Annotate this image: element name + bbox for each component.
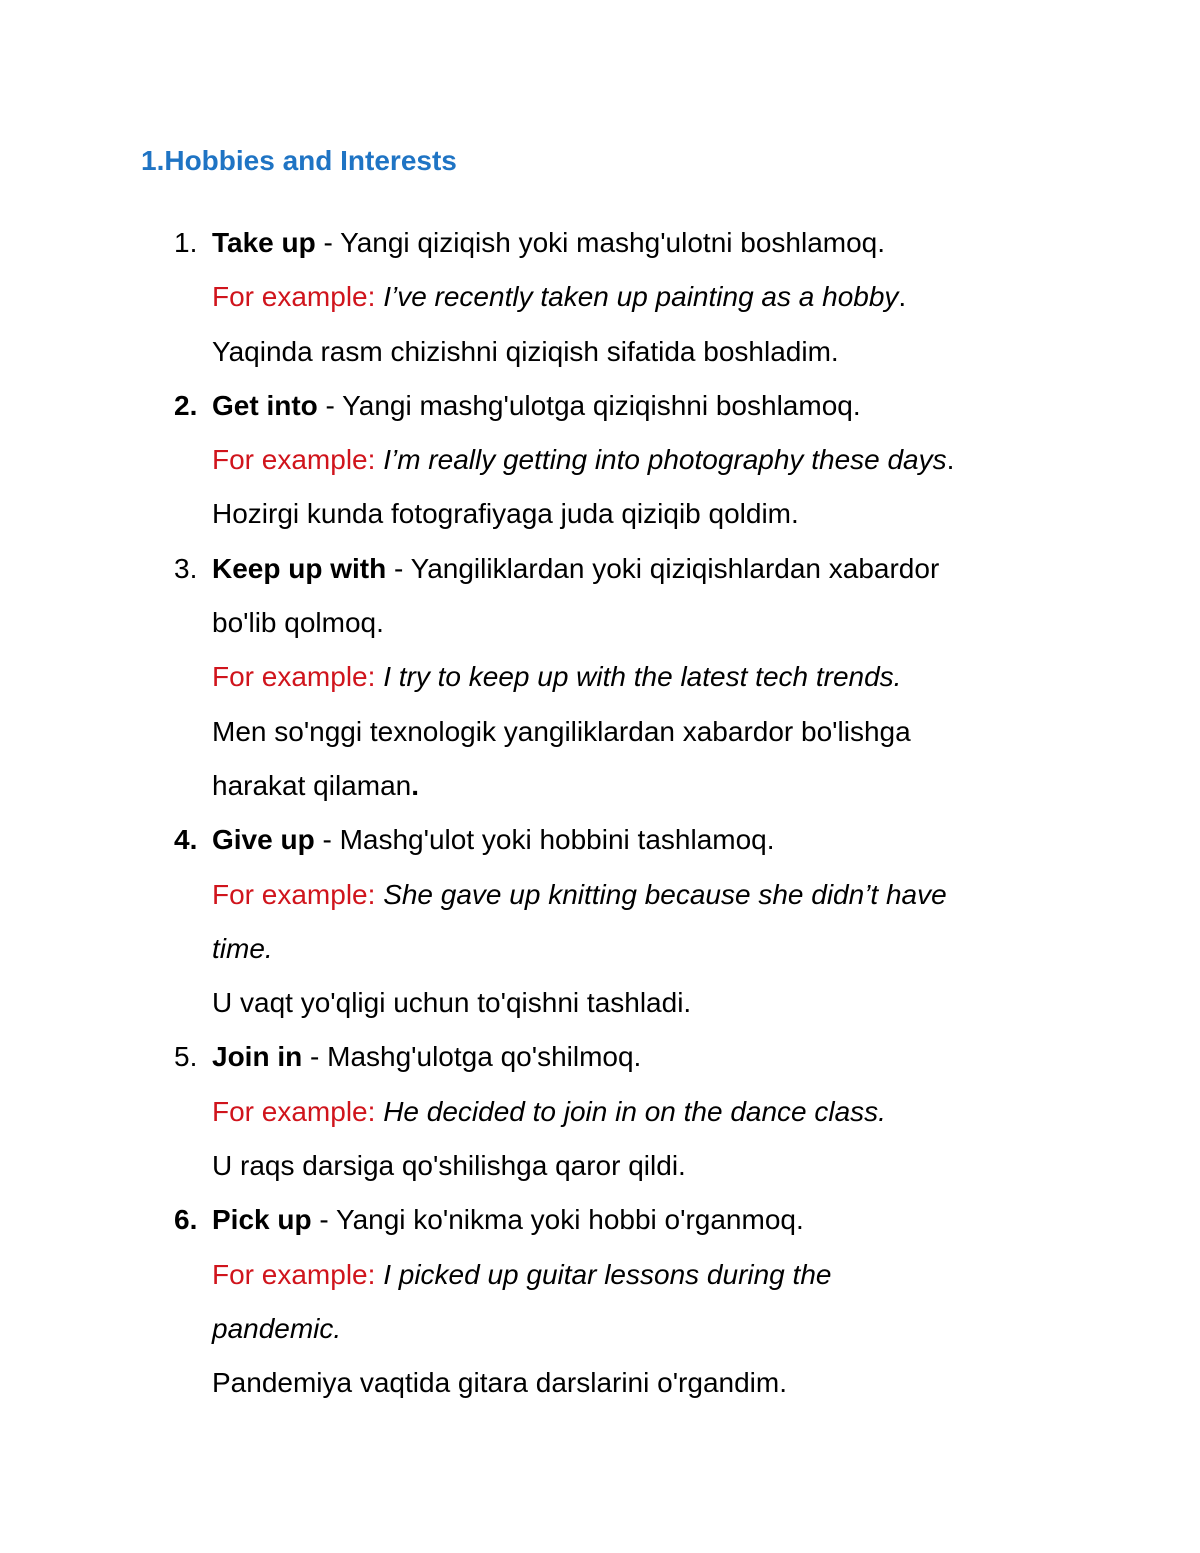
list-item — [0, 817, 1200, 871]
example-sentence: She gave up knitting because she didn’t have — [383, 878, 947, 910]
example-tail: . — [898, 281, 907, 313]
definition: bo'lib qolmoq. — [212, 607, 384, 639]
example-label: For example: — [212, 661, 376, 693]
phrasal-verb-list — [0, 220, 1200, 1415]
example-sentence: I’m really getting into photography these days — [383, 444, 947, 476]
list-item — [0, 1034, 1200, 1088]
example-line — [0, 437, 1200, 491]
term: Give up — [212, 824, 315, 856]
definition: - Yangi qiziqish yoki mashg'ulotni boshlamoq. — [315, 227, 886, 258]
item-number: 3. — [174, 552, 198, 584]
example-sentence: I try to keep up with the latest tech trends. — [383, 661, 902, 693]
term: Get into — [212, 389, 318, 421]
term: Keep up with — [212, 552, 387, 584]
translation-continuation — [0, 763, 1200, 817]
example-label: For example: — [212, 1095, 376, 1127]
translation: Hozirgi kunda fotografiyaga juda qiziqib qoldim. — [212, 498, 799, 530]
translation-line — [0, 709, 1200, 763]
example-line — [0, 1252, 1200, 1306]
example-line — [0, 872, 1200, 926]
definition: - Mashg'ulot yoki hobbini tashlamoq. — [314, 824, 775, 856]
example-sentence: I’ve recently taken up painting as a hobby — [383, 281, 899, 313]
example-sentence: time. — [212, 932, 273, 964]
translation: Men so'nggi texnologik yangiliklardan xabardor bo'lishga — [212, 715, 911, 747]
example-sentence: He decided to join in on the dance class. — [383, 1095, 886, 1127]
example-line — [0, 1089, 1200, 1143]
translation: Yaqinda rasm chizishni qiziqish sifatida boshladim. — [212, 335, 839, 367]
example-label: For example: — [212, 878, 376, 910]
translation: Pandemiya vaqtida gitara darslarini o'rgandim. — [212, 1367, 787, 1399]
translation-line — [0, 1360, 1200, 1414]
item-number: 5. — [174, 1041, 198, 1073]
translation: harakat qilaman — [212, 769, 412, 801]
example-label: For example: — [212, 444, 376, 476]
translation-line — [0, 1143, 1200, 1197]
item-number: 6. — [174, 1204, 198, 1236]
definition: - Mashg'ulotga qo'shilmoq. — [302, 1041, 642, 1073]
term: Take up — [212, 227, 316, 258]
list-item — [0, 1197, 1200, 1251]
example-label: For example: — [212, 281, 376, 313]
definition-continuation — [0, 600, 1200, 654]
definition: - Yangiliklardan yoki qiziqishlardan xabardor — [386, 552, 940, 584]
example-continuation — [0, 926, 1200, 980]
section-heading: 1.Hobbies and Interests — [141, 145, 457, 176]
example-tail: . — [946, 444, 955, 476]
example-label: For example: — [212, 1258, 376, 1290]
example-line — [0, 654, 1200, 708]
definition: - Yangi ko'nikma yoki hobbi o'rganmoq. — [311, 1204, 804, 1236]
definition: - Yangi mashg'ulotga qiziqishni boshlamoq. — [317, 389, 861, 421]
item-number: 4. — [174, 824, 198, 856]
example-line — [0, 274, 1200, 328]
list-item — [0, 546, 1200, 600]
list-item — [0, 383, 1200, 437]
translation-tail: . — [411, 769, 420, 801]
translation: U raqs darsiga qo'shilishga qaror qildi. — [212, 1150, 686, 1182]
term: Pick up — [212, 1204, 312, 1236]
example-continuation — [0, 1306, 1200, 1360]
translation-line — [0, 491, 1200, 545]
term: Join in — [212, 1041, 303, 1073]
example-sentence: I picked up guitar lessons during the — [383, 1258, 832, 1290]
translation-line — [0, 980, 1200, 1034]
translation-line — [0, 329, 1200, 383]
example-sentence: pandemic. — [212, 1312, 342, 1344]
item-number: 2. — [174, 389, 198, 421]
item-number: 1. — [174, 227, 198, 258]
translation: U vaqt yo'qligi uchun to'qishni tashladi. — [212, 987, 692, 1019]
list-item — [0, 220, 1200, 274]
